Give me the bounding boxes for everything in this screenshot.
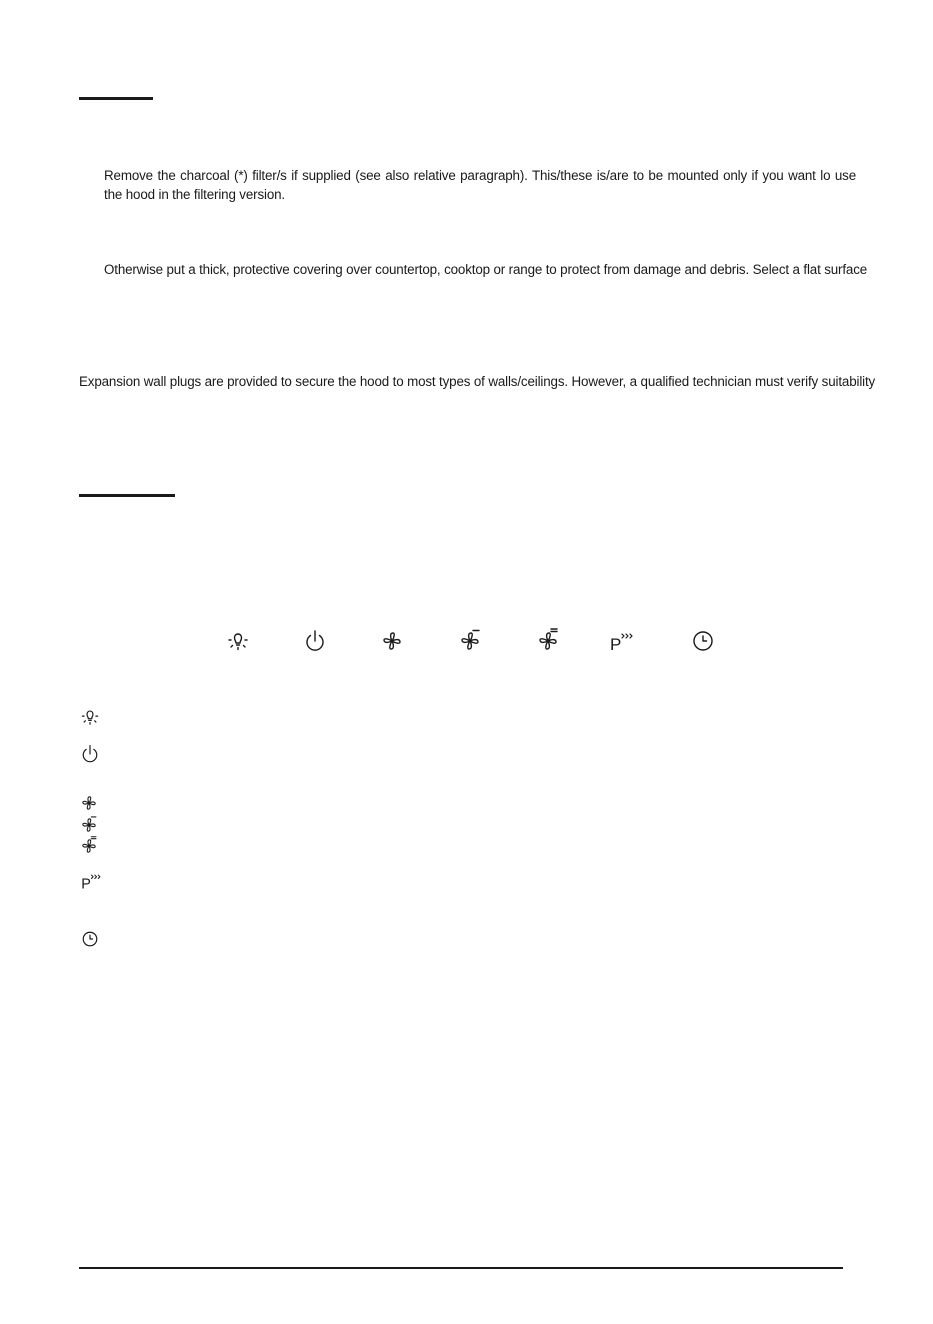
power-icon[interactable] <box>302 628 328 654</box>
wall-plugs-paragraph: Expansion wall plugs are provided to secure the hood to most types of walls/ceilings. However, a qualified technician must verify suitability <box>79 374 876 389</box>
fan-speed-2-icon[interactable] <box>457 628 483 654</box>
legend-fan-speed-3-icon <box>79 836 99 856</box>
fan-speed-3-icon[interactable] <box>535 628 561 654</box>
legend-power-icon <box>79 743 101 765</box>
legend-power-boost-icon <box>79 870 109 892</box>
legend-fan-speed-2-icon <box>79 815 99 835</box>
control-panel <box>0 626 933 658</box>
legend-fan-speed-1-icon <box>79 793 99 813</box>
protective-cover-paragraph: Otherwise put a thick, protective covering over countertop, cooktop or range to protect from damage and debris. Select a flat surface <box>104 262 868 277</box>
legend-light-icon <box>79 706 101 728</box>
power-boost-label: P <box>610 635 622 654</box>
timer-icon[interactable] <box>690 628 716 654</box>
light-icon[interactable] <box>225 628 251 654</box>
charcoal-filter-paragraph: Remove the charcoal (*) filter/s if supplied (see also relative paragraph). This/these is/are to be mounted only if you want lo use the hood in the filtering version. <box>104 168 856 202</box>
legend-power-boost-label: P <box>81 876 91 892</box>
section-heading-rule-1 <box>79 97 153 100</box>
legend-timer-icon <box>79 928 101 950</box>
fan-speed-1-icon[interactable] <box>379 628 405 654</box>
section-heading-rule-2 <box>79 494 175 497</box>
footer-rule <box>79 1267 843 1269</box>
power-boost-icon[interactable] <box>608 628 642 654</box>
